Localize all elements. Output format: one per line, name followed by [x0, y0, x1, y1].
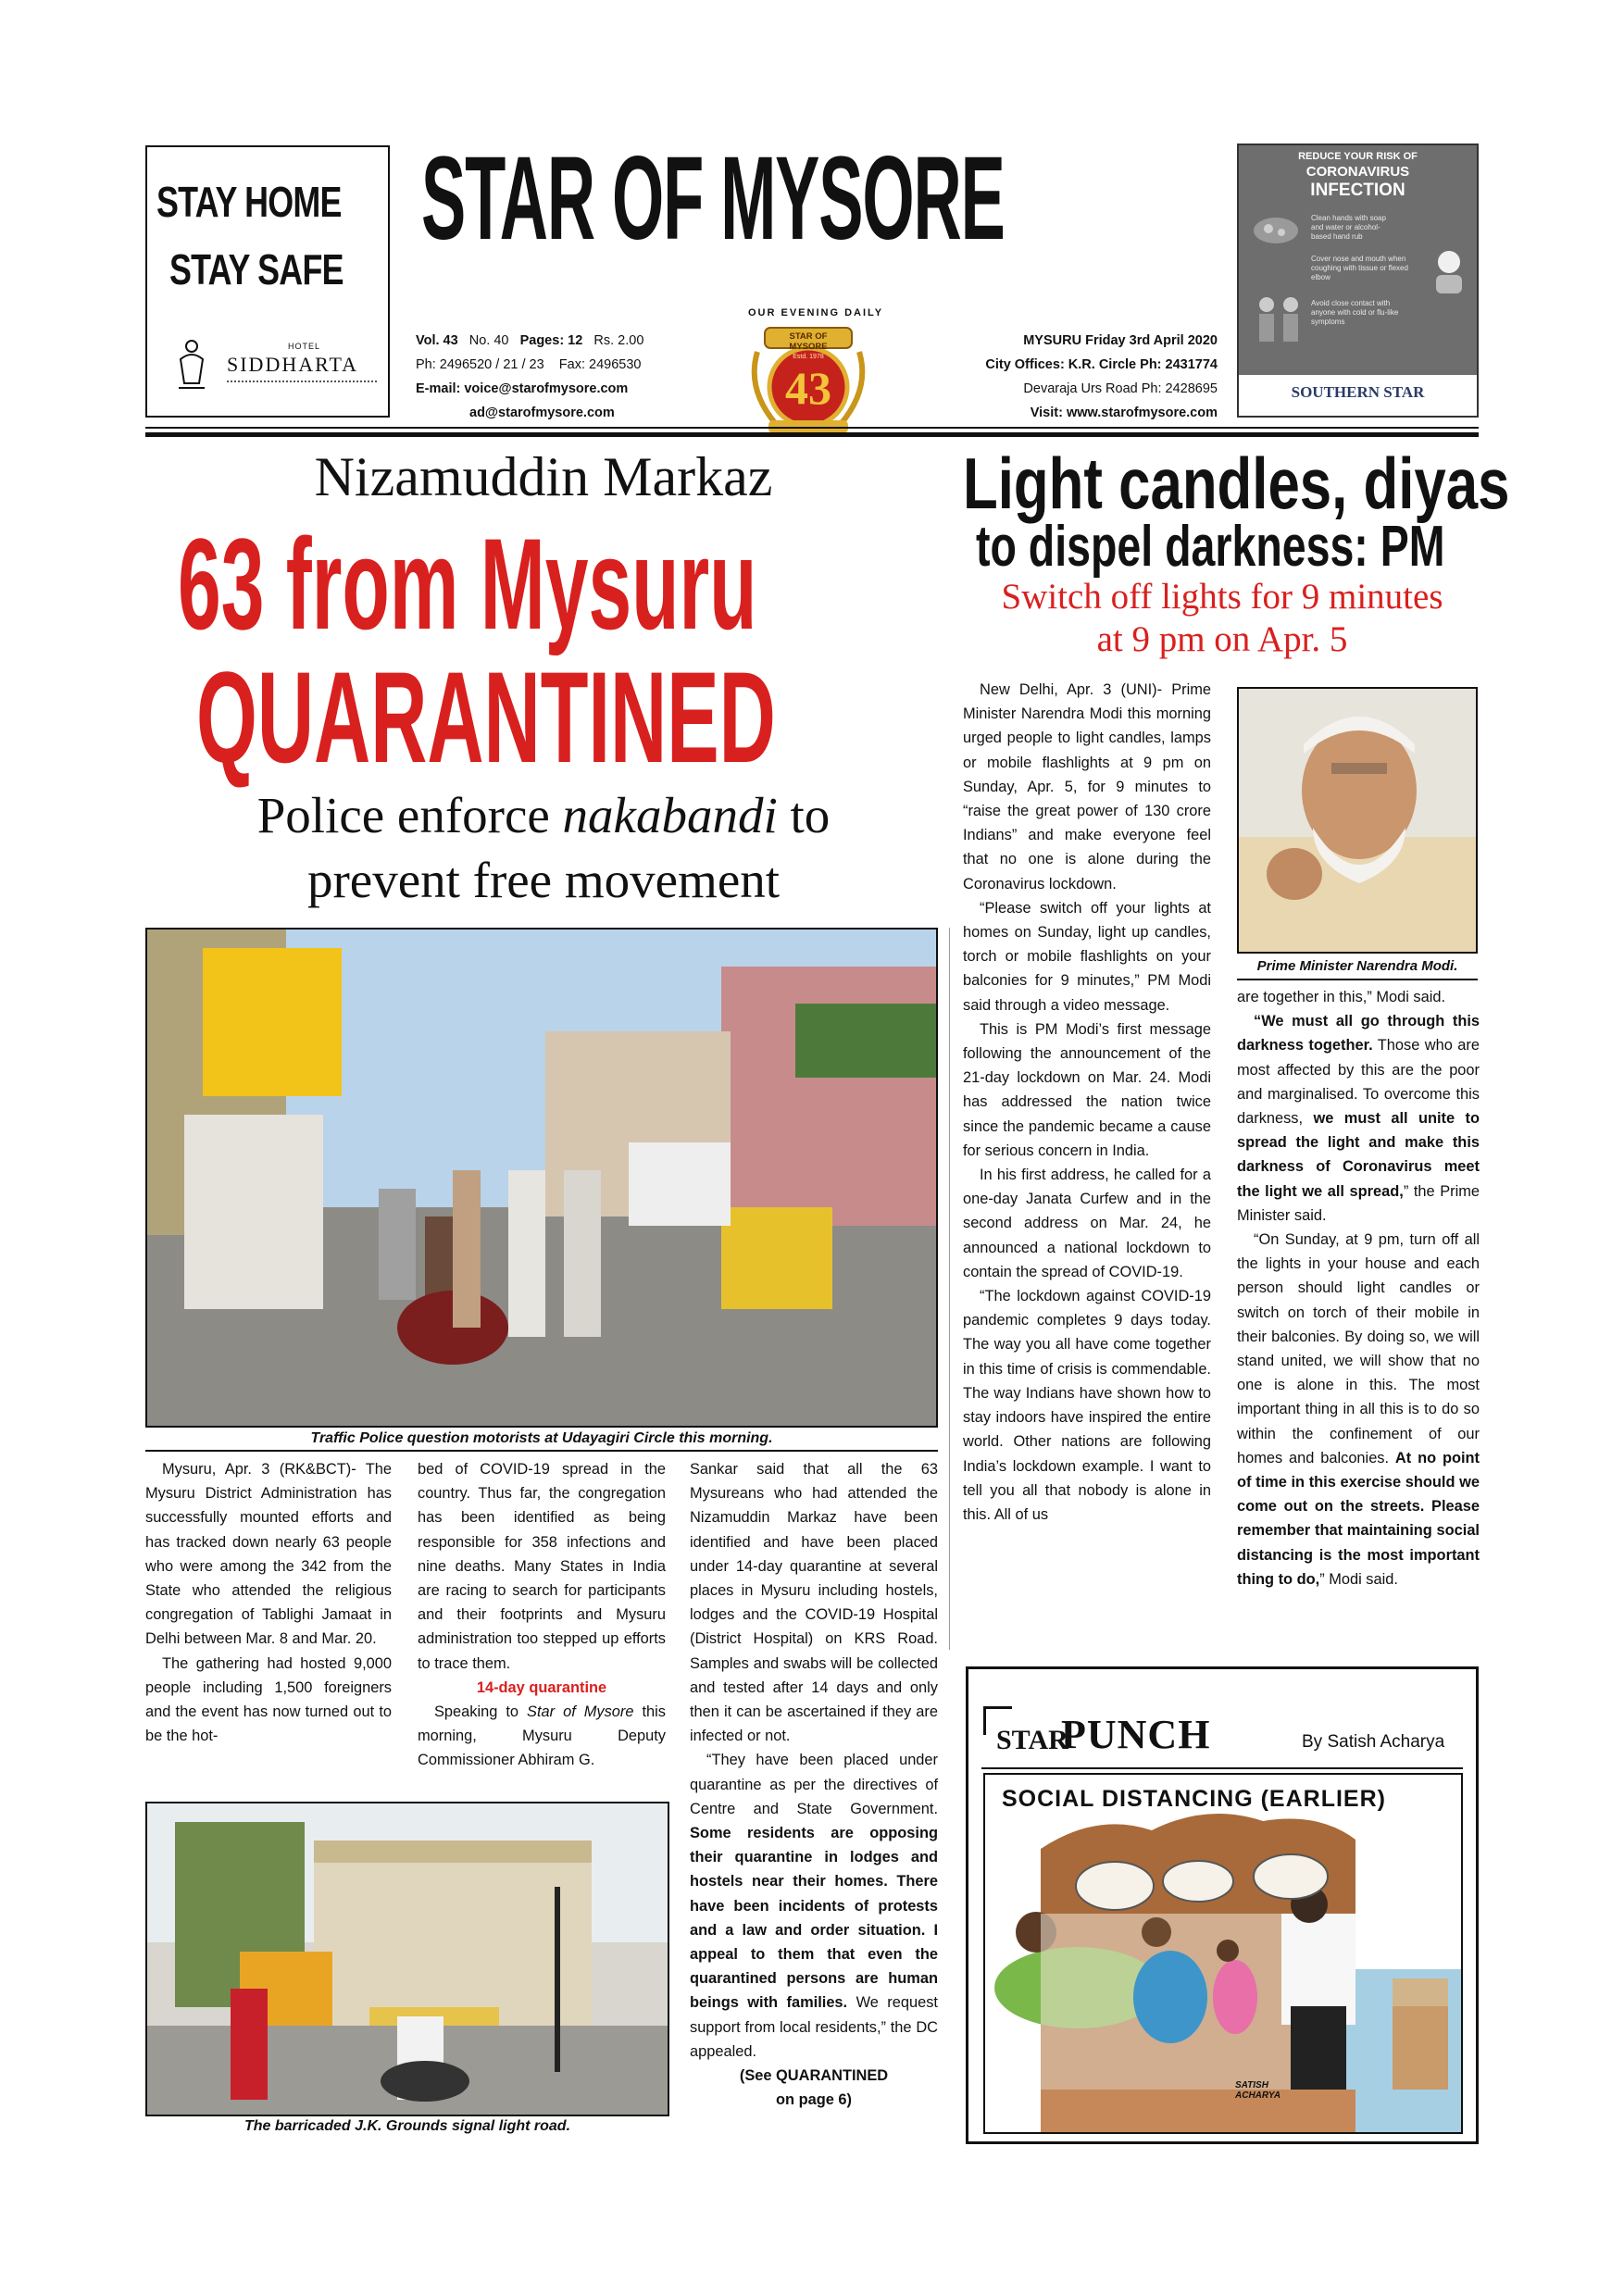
cartoon-title: SOCIAL DISTANCING (EARLIER)	[1002, 1786, 1386, 1812]
distance-icon	[1252, 293, 1304, 349]
pm-column-2	[1237, 985, 1480, 1591]
hotel-address-line	[227, 381, 377, 388]
pm-c2-p2-bold: “We must all go through this darkness together.	[1237, 1013, 1480, 1054]
coronavirus-tip2: Cover nose and mouth when coughing with tissue or flexed elbow	[1311, 255, 1408, 281]
phone: Ph: 2496520 / 21 / 23	[416, 357, 544, 372]
lead-col3-p2-bold: Some residents are opposing their quarantine in lodges and hostels near their homes. There have been incidents of protests and a law and order situation. I appeal to them that even the quarantined persons are human beings with families.	[690, 1825, 938, 2012]
jk-grounds-caption: The barricaded J.K. Grounds signal light road.	[244, 2118, 571, 2134]
lead-col2-p1: bed of COVID-19 spread in the country. Thus far, the congregation has been identified as being responsible for 358 infections and nine deaths. Many States in India are racing to search for participants and their footprints and Mysuru administration too stepped up efforts to trace them.	[418, 1461, 666, 1672]
masthead-left-info	[416, 329, 643, 425]
pm-modi-photo	[1237, 687, 1478, 954]
traffic-police-photo	[145, 928, 938, 1428]
lead-col3-p2	[690, 1748, 938, 2064]
pm-p2: “Please switch off your lights at homes on Sunday, light up candles, torch or mobile flashlights on your balconies for 9 minutes,” PM Modi said through a video message.	[963, 899, 1211, 1014]
lead-headline-1: 63 from Mysuru	[178, 511, 757, 656]
pm-p5: “The lockdown against COVID-19 pandemic completes 9 days today. The way you all have come together in this time of crisis is commendable. The way Indians have shown how to stay indoors have inspired the entire world. Other nations are following India’s lockdown example. I want to tell you all that nobody is alone in this. All of us	[963, 1288, 1211, 1523]
coronavirus-ad-line3: INFECTION	[1310, 181, 1405, 200]
lead-col3-p2-pre: “They have been placed under quarantine as per the directives of Centre and State Government.	[690, 1752, 938, 1817]
hotel-logo-icon	[173, 337, 210, 393]
pm-column-1	[963, 678, 1211, 1527]
lead-subhead-1	[145, 785, 942, 846]
issue-no: No. 40	[468, 333, 509, 348]
lead-col2-p2-pre: Speaking to	[434, 1703, 528, 1721]
coronavirus-ad-line1: REDUCE YOUR RISK OF	[1298, 151, 1418, 162]
lead-col2-p2-em: Star of Mysore	[527, 1703, 634, 1721]
pm-c2-p2	[1237, 1009, 1480, 1228]
website[interactable]: Visit: www.starofmysore.com	[1030, 406, 1218, 420]
southern-star-brand: SOUTHERN STAR	[1291, 383, 1425, 401]
pm-headline-1: Light candles, diyas	[963, 443, 1510, 524]
pm-c2-p3-bold: At no point of time in this exercise should we come out on the streets. Please remember that maintaining social distancing is the most important thing to do,	[1237, 1449, 1480, 1588]
cartoon-signature: SATISH ACHARYA	[1235, 2080, 1281, 2101]
lead-col3-p1: Sankar said that all the 63 Mysureans who had attended the Nizamuddin Markaz have been identified and have been placed under 14-day quarantine at several places in Mysuru including hostels, lodges and the COVID-19 Hospital (District Hospital) on KRS Road. Samples and swabs will be collected and tested after 14 days and only then it can be ascertained if they are infected or not.	[690, 1461, 938, 1745]
pm-c2-p1: are together in this,” Modi said.	[1237, 989, 1446, 1005]
emblem-top-text: STAR OF MYSORE	[789, 331, 828, 352]
city-offices: City Offices: K.R. Circle Ph: 2431774	[985, 357, 1218, 372]
cartoon-frame	[983, 1773, 1463, 2134]
lead-column-2	[418, 1457, 666, 1773]
coronavirus-tip3: Avoid close contact with anyone with cold or flu-like symptoms	[1311, 299, 1399, 326]
fax: Fax: 2496530	[558, 357, 642, 372]
pm-p1: New Delhi, Apr. 3 (UNI)- Prime Minister Narendra Modi this morning urged people to light candles, lamps or mobile flashlights at 9 pm on Sunday, Apr. 5, for 9 minutes to “raise the great power of 130 crore Indians” and make everyone feel that no one is alone during the Coronavirus lockdown.	[963, 681, 1211, 892]
cough-icon	[1429, 247, 1469, 295]
pm-caption-rule	[1237, 979, 1478, 980]
pm-c2-p3-b: ” Modi said.	[1319, 1570, 1398, 1588]
star-punch-byline: By Satish Acharya	[1302, 1732, 1445, 1752]
star-punch-title-rule	[981, 1767, 1463, 1769]
lead-subhead-post: to	[777, 787, 831, 843]
masthead-rule-thick	[145, 432, 1479, 437]
lead-column-1	[145, 1457, 392, 1748]
stay-home-text: STAY HOME	[156, 178, 342, 226]
pm-subhead-1: Switch off lights for 9 minutes	[1001, 577, 1443, 617]
traffic-police-caption: Traffic Police question motorists at Udayagiri Circle this morning.	[310, 1430, 773, 1446]
devaraja-office: Devaraja Urs Road Ph: 2428695	[1023, 381, 1218, 396]
lead-col2-subhead: 14-day quarantine	[476, 1678, 607, 1696]
lead-headline-2: QUARANTINED	[196, 644, 776, 790]
lead-column-3	[690, 1457, 938, 2112]
lead-column-rule	[145, 1450, 938, 1452]
emblem-number: 43	[785, 362, 831, 414]
email[interactable]: E-mail: voice@starofmysore.com	[416, 381, 629, 396]
pm-headline-2: to dispel darkness: PM	[976, 515, 1445, 579]
pages: Pages: 12	[519, 333, 583, 348]
lead-jump-2[interactable]: on page 6)	[776, 2091, 852, 2109]
lead-col1-p1: Mysuru, Apr. 3 (RK&BCT)- The Mysuru District Administration has successfully mounted efforts and has tracked down nearly 63 people who were among the 342 from the State who attended the religious congregation of Tablighi Jamaat in Delhi between Mar. 8 and Mar. 20.	[145, 1461, 392, 1648]
lead-kicker: Nizamuddin Markaz	[314, 446, 773, 507]
pm-modi-photo-image	[1239, 689, 1476, 952]
pm-c2-p3-a: “On Sunday, at 9 pm, turn off all the lights in your house and each person should light candles or switch on torch of their mobile in their balconies. By doing so, we will stand united, we will show that no one is alone in this. The most important thing in all this is to do so within the confinement of our homes and balconies.	[1237, 1231, 1480, 1466]
lead-col3-p2-post: We request support from local residents,” the DC appealed.	[690, 1994, 938, 2060]
lead-col1-p2: The gathering had hosted 9,000 people including 1,500 foreigners and the event has now turned out to be the hot-	[145, 1654, 392, 1745]
lead-col2-p2-post: this morning, Mysuru Deputy Commissioner Abhiram G.	[418, 1703, 667, 1769]
price: Rs. 2.00	[593, 333, 644, 348]
pm-subhead-2: at 9 pm on Apr. 5	[1096, 619, 1348, 659]
lead-subhead-2: prevent free movement	[306, 852, 781, 908]
emblem-43	[739, 324, 878, 441]
traffic-police-photo-image	[147, 930, 936, 1426]
email-ad[interactable]: ad@starofmysore.com	[469, 406, 615, 420]
emblem-year: Estd. 1978	[793, 354, 824, 360]
coronavirus-ad	[1237, 144, 1479, 418]
lead-col2-p2	[418, 1700, 666, 1773]
hotel-brand: SIDDHARTA	[227, 353, 359, 376]
masthead-rule-thin	[145, 427, 1479, 429]
masthead-title: STAR OF MYSORE	[421, 132, 1005, 265]
vol: Vol. 43	[416, 333, 458, 348]
coronavirus-tip1: Clean hands with soap and water or alcohol-based hand rub	[1311, 214, 1386, 241]
star-punch-title: PUNCH	[1061, 1712, 1211, 1757]
hotel-sub: HOTEL	[288, 342, 321, 351]
handwash-icon	[1250, 210, 1302, 247]
jk-grounds-photo-image	[147, 1803, 668, 2115]
pm-p3: This is PM Modi’s first message following the announcement of the 21-day lockdown on Mar. 24. Modi has addressed the nation twice since the pandemic became a cause for serious concern in India.	[963, 1020, 1211, 1159]
stay-safe-text: STAY SAFE	[169, 245, 344, 293]
pm-c2-p3	[1237, 1228, 1480, 1591]
pm-c2-p2-a: Those who are most affected by this are the poor and marginalised. To overcome this darkness,	[1237, 1037, 1480, 1128]
jk-grounds-photo	[145, 1802, 669, 2116]
lead-subhead-em: nakabandi	[562, 787, 778, 843]
pm-c2-p2-bold2: we must all unite to spread the light and make this darkness of Coronavirus meet the light we all spread,	[1237, 1110, 1480, 1200]
star-punch-star: STAR	[996, 1725, 1068, 1755]
pm-p4: In his first address, he called for a one-day Janata Curfew and in the second address on Mar. 24, he announced a national lockdown to contain the spread of COVID-19.	[963, 1167, 1211, 1280]
pm-c2-p2-b: ” the Prime Minister said.	[1237, 1182, 1480, 1224]
coronavirus-ad-line2: CORONAVIRUS	[1305, 164, 1410, 180]
star-punch-box	[966, 1666, 1479, 2144]
masthead-tagline: OUR EVENING DAILY	[748, 307, 884, 318]
stay-home-ad	[145, 145, 390, 418]
lead-subhead-pre: Police enforce	[256, 787, 563, 843]
lead-jump-1[interactable]: (See QUARANTINED	[739, 2067, 889, 2085]
cartoon-bed-icon	[985, 1775, 1461, 2132]
pm-photo-caption: Prime Minister Narendra Modi.	[1256, 958, 1458, 974]
masthead-right-info	[940, 329, 1218, 425]
dateline: MYSURU Friday 3rd April 2020	[1023, 333, 1218, 348]
vertical-divider	[949, 928, 950, 1650]
